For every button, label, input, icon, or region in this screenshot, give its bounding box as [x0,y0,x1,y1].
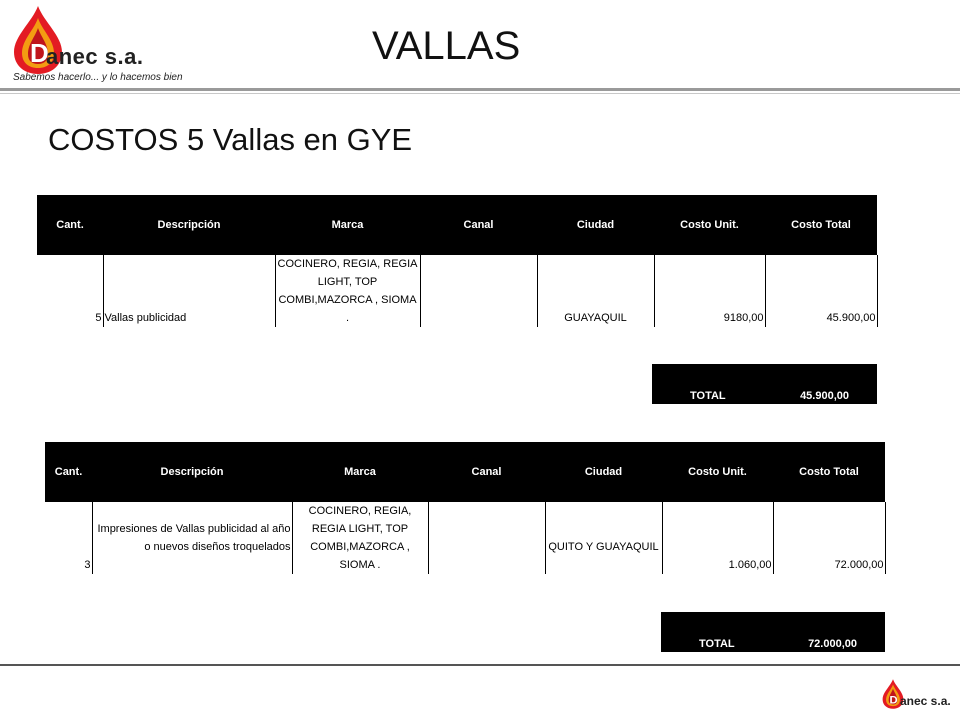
cell-costo-total: 72.000,00 [773,502,885,574]
cost-table-1 [37,195,878,327]
header-costo-total: Costo Total [773,442,885,502]
header-ciudad: Ciudad [537,195,654,255]
logo-tagline: Sabemos hacerlo... y lo hacemos bien [13,72,183,83]
table-header-row [37,195,877,255]
total-value: 45.900,00 [800,390,849,402]
slide-subtitle: COSTOS 5 Vallas en GYE [48,122,413,157]
footer-logo-text: anec s.a. [900,694,951,708]
header-ciudad: Ciudad [545,442,662,502]
footer-logo [880,674,960,718]
header-marca: Marca [275,195,420,255]
header-costo-total: Costo Total [765,195,877,255]
header-canal: Canal [428,442,545,502]
cell-cant: 3 [84,559,91,571]
header-descripcion: Descripción [92,442,292,502]
svg-text:D: D [889,694,898,707]
cell-cant: 5 [95,312,102,324]
cell-ciudad: GUAYAQUIL [537,255,654,327]
cell-descripcion: Vallas publicidad [103,255,275,327]
company-logo [4,4,183,88]
cell-costo-unit: 9180,00 [654,255,765,327]
cost-table-2 [45,442,886,574]
cell-descripcion: Impresiones de Vallas publicidad al año o nuevos diseños troquelados [92,502,292,574]
cell-ciudad: QUITO Y GUAYAQUIL [545,502,662,574]
footer-divider [0,664,960,666]
header-marca: Marca [292,442,428,502]
header-descripcion: Descripción [103,195,275,255]
header-canal: Canal [420,195,537,255]
total-value: 72.000,00 [808,638,857,650]
logo-brand-text: anec s.a. [46,44,144,69]
cell-marca: COCINERO, REGIA, REGIA LIGHT, TOP COMBI,MAZORCA , SIOMA . [275,255,420,327]
header-divider-thin [0,93,960,94]
table-row [37,255,877,327]
total-label: TOTAL [699,638,735,650]
cell-marca: COCINERO, REGIA, REGIA LIGHT, TOP COMBI,MAZORCA , SIOMA . [292,502,428,574]
cell-costo-unit: 1.060,00 [662,502,773,574]
total-box-2 [661,612,885,652]
header-cant: Cant. [45,442,92,502]
table-row [45,502,885,574]
header-costo-unit: Costo Unit. [662,442,773,502]
cell-canal [428,502,545,574]
header-divider [0,88,960,91]
table-header-row [45,442,885,502]
header-cant: Cant. [37,195,103,255]
cell-canal [420,255,537,327]
total-box-1 [652,364,877,404]
header-costo-unit: Costo Unit. [654,195,765,255]
cell-costo-total: 45.900,00 [765,255,877,327]
slide-title: VALLAS [372,24,521,68]
svg-text:D: D [30,38,49,68]
total-label: TOTAL [690,390,726,402]
